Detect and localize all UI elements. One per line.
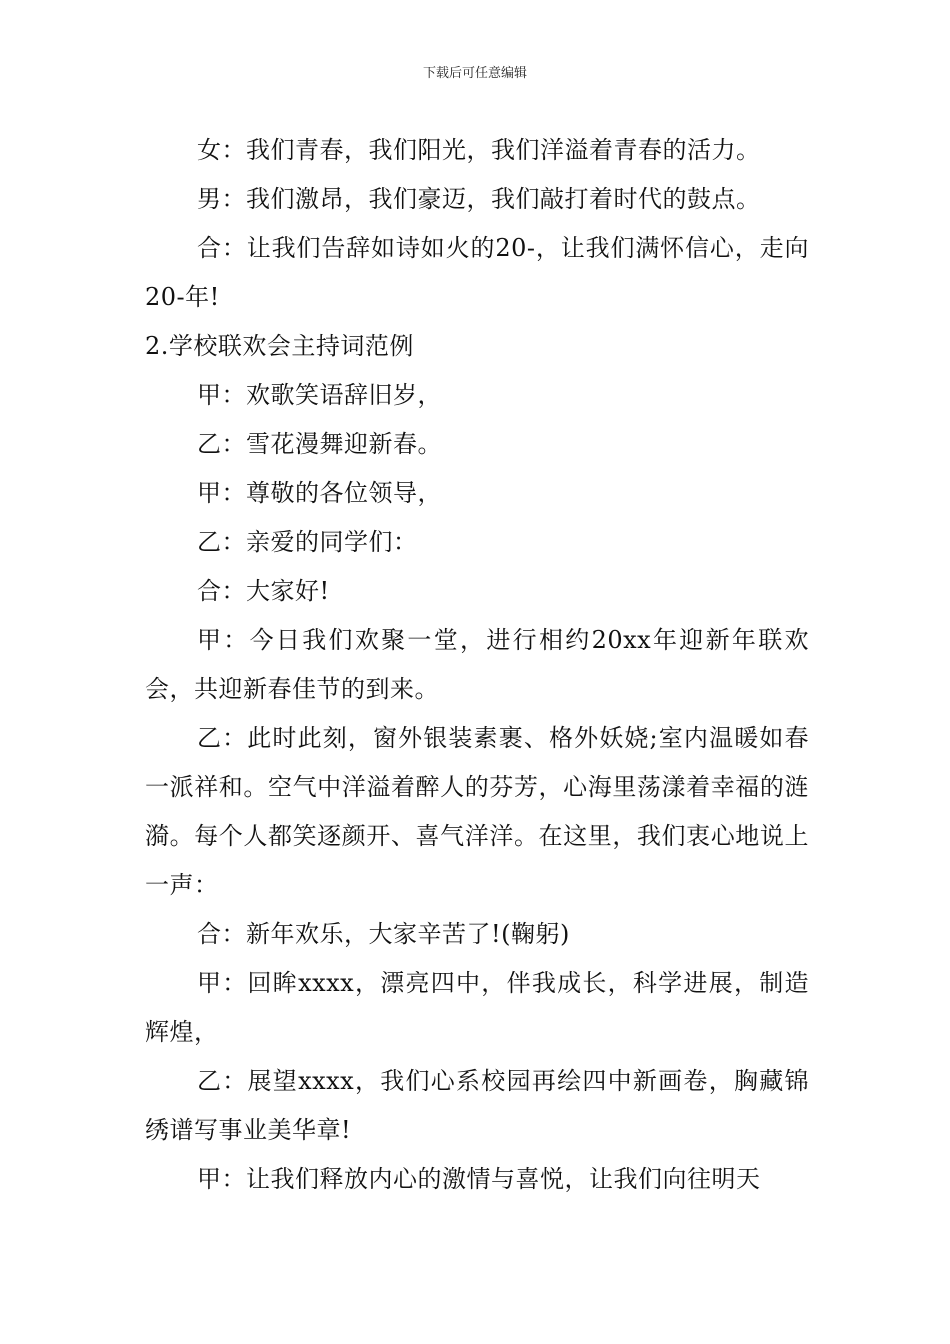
paragraph: 合：让我们告辞如诗如火的20-，让我们满怀信心，走向20-年!: [145, 234, 809, 311]
paragraph: 甲：回眸xxxx，漂亮四中，伴我成长，科学进展，制造辉煌，: [145, 969, 809, 1046]
paragraph: 乙：展望xxxx，我们心系校园再绘四中新画卷，胸藏锦绣谱写事业美华章!: [145, 1067, 809, 1144]
paragraph: 乙：亲爱的同学们：: [197, 528, 418, 556]
paragraph: 合：大家好!: [197, 577, 330, 605]
paragraph: 合：新年欢乐，大家辛苦了!(鞠躬): [197, 920, 570, 948]
paragraph: 女：我们青春，我们阳光，我们洋溢着青春的活力。: [197, 136, 761, 164]
page-header-note: 下载后可任意编辑: [422, 66, 527, 81]
document-body: [145, 126, 809, 1204]
paragraph: 男：我们激昂，我们豪迈，我们敲打着时代的鼓点。: [197, 185, 761, 213]
paragraph: 乙：雪花漫舞迎新春。: [197, 430, 442, 458]
paragraph: 甲：尊敬的各位领导，: [197, 479, 442, 507]
paragraph: 乙：此时此刻，窗外银装素裹、格外妖娆;室内温暖如春一派祥和。空气中洋溢着醉人的芬芳，心海里荡漾着幸福的涟漪。每个人都笑逐颜开、喜气洋洋。在这里，我们衷心地说上一声：: [145, 724, 809, 899]
paragraph: 甲：今日我们欢聚一堂，进行相约20xx年迎新年联欢会，共迎新春佳节的到来。: [145, 626, 809, 703]
section-heading: 2.学校联欢会主持词范例: [145, 332, 414, 360]
paragraph: 甲：欢歌笑语辞旧岁，: [197, 381, 442, 409]
paragraph: 甲：让我们释放内心的激情与喜悦，让我们向往明天: [197, 1165, 761, 1193]
